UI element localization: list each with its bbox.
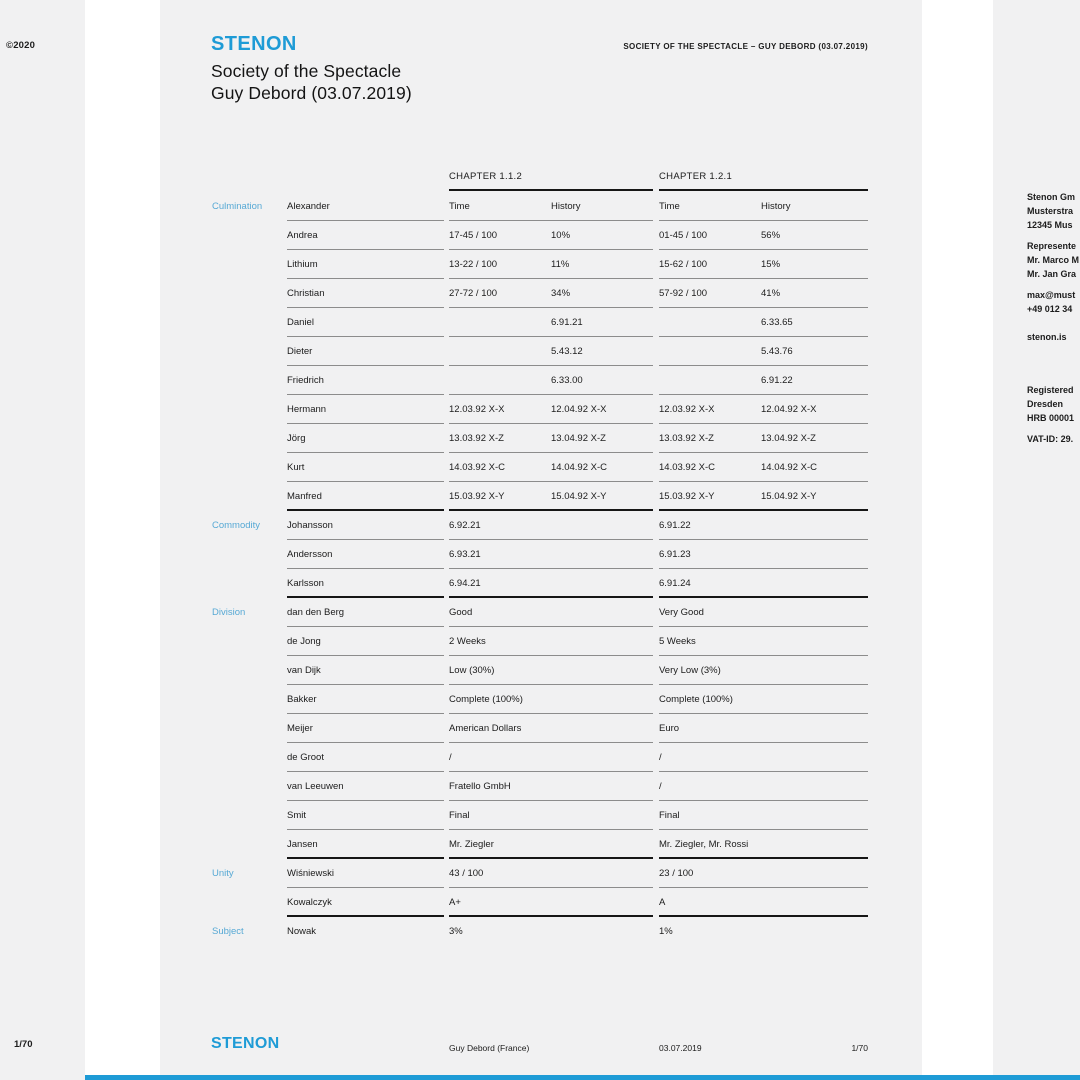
table-cell: 57-92 / 100 bbox=[659, 287, 708, 299]
row-name: van Dijk bbox=[287, 664, 321, 676]
section-label: Division bbox=[212, 606, 246, 618]
table-cell: 6.92.21 bbox=[449, 519, 481, 531]
table-cell: Time bbox=[449, 200, 470, 212]
page-title bbox=[211, 61, 412, 104]
table-row bbox=[160, 250, 868, 279]
previous-page[interactable] bbox=[0, 0, 85, 1080]
imprint-line: max@must bbox=[1027, 290, 1076, 300]
table-cell: Very Low (3%) bbox=[659, 664, 721, 676]
title-line-1: Society of the Spectacle bbox=[211, 61, 402, 81]
table-cell: 13-22 / 100 bbox=[449, 258, 498, 270]
table-chapter-header bbox=[160, 162, 868, 191]
table-row bbox=[160, 366, 868, 395]
row-name: Lithium bbox=[287, 258, 318, 270]
row-name: Hermann bbox=[287, 403, 327, 415]
table-row bbox=[160, 830, 868, 859]
imprint-line: Mr. Marco M bbox=[1027, 255, 1080, 265]
chapter-2-label: CHAPTER 1.2.1 bbox=[659, 171, 733, 182]
table-cell: American Dollars bbox=[449, 722, 522, 734]
table-cell: 15.04.92 X-Y bbox=[761, 490, 817, 502]
row-name: Kurt bbox=[287, 461, 305, 473]
row-name: Johansson bbox=[287, 519, 333, 531]
imprint-line: VAT-ID: 29. bbox=[1027, 434, 1074, 444]
imprint-line: +49 012 34 bbox=[1027, 304, 1073, 314]
stenon-logo: STENON bbox=[211, 33, 297, 55]
table-cell: 6.91.21 bbox=[551, 316, 583, 328]
row-name: Nowak bbox=[287, 925, 317, 937]
table-cell: 5 Weeks bbox=[659, 635, 696, 647]
row-name: Bakker bbox=[287, 693, 317, 705]
row-name: Karlsson bbox=[287, 577, 324, 589]
table-cell: 6.91.24 bbox=[659, 577, 691, 589]
table-cell: 1% bbox=[659, 925, 673, 937]
table-cell: 12.04.92 X-X bbox=[761, 403, 817, 415]
table-cell: / bbox=[659, 751, 662, 763]
table-row bbox=[160, 598, 868, 627]
table-row bbox=[160, 743, 868, 772]
table-cell: 23 / 100 bbox=[659, 867, 694, 879]
row-name: Friedrich bbox=[287, 374, 324, 386]
table-cell: Final bbox=[449, 809, 470, 821]
table-cell: 14.04.92 X-C bbox=[551, 461, 607, 473]
table-cell: 12.03.92 X-X bbox=[659, 403, 715, 415]
table-cell: 6.91.22 bbox=[659, 519, 691, 531]
row-name: Daniel bbox=[287, 316, 314, 328]
table-cell: 12.03.92 X-X bbox=[449, 403, 505, 415]
table-cell: Fratello GmbH bbox=[449, 780, 511, 792]
table-row bbox=[160, 801, 868, 830]
table-row bbox=[160, 772, 868, 801]
table-cell: 14.03.92 X-C bbox=[659, 461, 715, 473]
table-cell: 15.03.92 X-Y bbox=[449, 490, 505, 502]
table-row bbox=[160, 917, 868, 946]
table-cell: 27-72 / 100 bbox=[449, 287, 498, 299]
table-cell: 6.33.65 bbox=[761, 316, 793, 328]
row-name: Dieter bbox=[287, 345, 313, 357]
row-name: Wiśniewski bbox=[287, 867, 334, 879]
table-cell: 56% bbox=[761, 229, 781, 241]
table-cell: / bbox=[659, 780, 662, 792]
table-cell: 13.03.92 X-Z bbox=[659, 432, 714, 444]
table-row bbox=[160, 337, 868, 366]
footer-stenon-logo: STENON bbox=[211, 1035, 280, 1052]
title-line-2: Guy Debord (03.07.2019) bbox=[211, 82, 412, 103]
table-cell: Final bbox=[659, 809, 680, 821]
imprint-line: 12345 Mus bbox=[1027, 220, 1073, 230]
table-cell: 15% bbox=[761, 258, 781, 270]
table-cell: Low (30%) bbox=[449, 664, 495, 676]
section-label: Commodity bbox=[212, 519, 261, 531]
brand-bottom-bar bbox=[85, 1075, 1080, 1080]
imprint-line: Musterstra bbox=[1027, 206, 1074, 216]
table-cell: A+ bbox=[449, 896, 461, 908]
table-cell: 6.93.21 bbox=[449, 548, 481, 560]
table-cell: Very Good bbox=[659, 606, 704, 618]
table-cell: 43 / 100 bbox=[449, 867, 484, 879]
table-row bbox=[160, 192, 868, 221]
table-row bbox=[160, 627, 868, 656]
table-cell: Time bbox=[659, 200, 680, 212]
table-cell: / bbox=[449, 751, 452, 763]
imprint-line: Represente bbox=[1027, 241, 1077, 251]
imprint-line: HRB 00001 bbox=[1027, 413, 1075, 423]
row-name: Manfred bbox=[287, 490, 322, 502]
table-cell: Complete (100%) bbox=[659, 693, 733, 705]
table-cell: 17-45 / 100 bbox=[449, 229, 498, 241]
footer-date: 03.07.2019 bbox=[659, 1043, 702, 1053]
row-name: Jörg bbox=[287, 432, 306, 444]
copyright-text: ©2020 bbox=[6, 40, 36, 51]
imprint-line: Dresden bbox=[1027, 399, 1064, 409]
current-page bbox=[160, 0, 922, 1080]
table-row bbox=[160, 279, 868, 308]
table-row bbox=[160, 221, 868, 250]
table-cell: 5.43.12 bbox=[551, 345, 583, 357]
table-cell: 3% bbox=[449, 925, 463, 937]
table-row bbox=[160, 888, 868, 917]
table-row bbox=[160, 511, 868, 540]
section-label: Subject bbox=[212, 925, 244, 937]
chapter-1-label: CHAPTER 1.1.2 bbox=[449, 171, 523, 182]
next-page[interactable] bbox=[993, 0, 1080, 1080]
row-name: dan den Berg bbox=[287, 606, 345, 618]
row-name: Andersson bbox=[287, 548, 333, 560]
table-cell: Mr. Ziegler, Mr. Rossi bbox=[659, 838, 749, 850]
footer-page-number: 1/70 bbox=[851, 1043, 868, 1053]
table-cell: A bbox=[659, 896, 666, 908]
table-cell: Complete (100%) bbox=[449, 693, 523, 705]
section-label: Unity bbox=[212, 867, 234, 879]
row-name: Meijer bbox=[287, 722, 313, 734]
row-name: Alexander bbox=[287, 200, 330, 212]
imprint-line: Mr. Jan Gra bbox=[1027, 269, 1077, 279]
table-cell: 15-62 / 100 bbox=[659, 258, 708, 270]
table-row bbox=[160, 859, 868, 888]
page-number-left: 1/70 bbox=[14, 1039, 33, 1050]
table-cell: Mr. Ziegler bbox=[449, 838, 494, 850]
table-cell: 11% bbox=[551, 258, 570, 270]
row-name: van Leeuwen bbox=[287, 780, 344, 792]
row-name: Jansen bbox=[287, 838, 318, 850]
table-cell: History bbox=[551, 200, 581, 212]
table-cell: 13.04.92 X-Z bbox=[761, 432, 816, 444]
table-row bbox=[160, 424, 868, 453]
table-row bbox=[160, 685, 868, 714]
row-name: de Groot bbox=[287, 751, 324, 763]
table-cell: 01-45 / 100 bbox=[659, 229, 708, 241]
table-cell: Euro bbox=[659, 722, 680, 734]
table-cell: 13.03.92 X-Z bbox=[449, 432, 504, 444]
table-row bbox=[160, 395, 868, 424]
row-name: Kowalczyk bbox=[287, 896, 332, 908]
table-row bbox=[160, 453, 868, 482]
table-row bbox=[160, 308, 868, 337]
table-row bbox=[160, 540, 868, 569]
row-name: Andrea bbox=[287, 229, 318, 241]
table-cell: 14.03.92 X-C bbox=[449, 461, 505, 473]
table-cell: 6.33.00 bbox=[551, 374, 583, 386]
table-cell: 6.94.21 bbox=[449, 577, 481, 589]
table-row bbox=[160, 714, 868, 743]
table-cell: 10% bbox=[551, 229, 571, 241]
table-cell: 15.03.92 X-Y bbox=[659, 490, 715, 502]
table-cell: 6.91.22 bbox=[761, 374, 793, 386]
table-cell: 5.43.76 bbox=[761, 345, 793, 357]
table-cell: 6.91.23 bbox=[659, 548, 691, 560]
table-cell: 14.04.92 X-C bbox=[761, 461, 817, 473]
table-cell: 41% bbox=[761, 287, 781, 299]
imprint-line: Registered bbox=[1027, 385, 1074, 395]
imprint-line: Stenon Gm bbox=[1027, 192, 1076, 202]
table-cell: 13.04.92 X-Z bbox=[551, 432, 606, 444]
row-name: de Jong bbox=[287, 635, 321, 647]
table-cell: History bbox=[761, 200, 791, 212]
table-row bbox=[160, 482, 868, 511]
table-cell: 2 Weeks bbox=[449, 635, 486, 647]
imprint-line: stenon.is bbox=[1027, 332, 1067, 342]
table-row bbox=[160, 569, 868, 598]
footer-author: Guy Debord (France) bbox=[449, 1043, 530, 1053]
table-row bbox=[160, 656, 868, 685]
table-cell: Good bbox=[449, 606, 473, 618]
table-cell: 34% bbox=[551, 287, 571, 299]
table-cell: 15.04.92 X-Y bbox=[551, 490, 607, 502]
section-label: Culmination bbox=[212, 200, 263, 212]
row-name: Smit bbox=[287, 809, 306, 821]
table-cell: 12.04.92 X-X bbox=[551, 403, 607, 415]
running-head: SOCIETY OF THE SPECTACLE – GUY DEBORD (03.07.2019) bbox=[623, 42, 868, 51]
row-name: Christian bbox=[287, 287, 325, 299]
